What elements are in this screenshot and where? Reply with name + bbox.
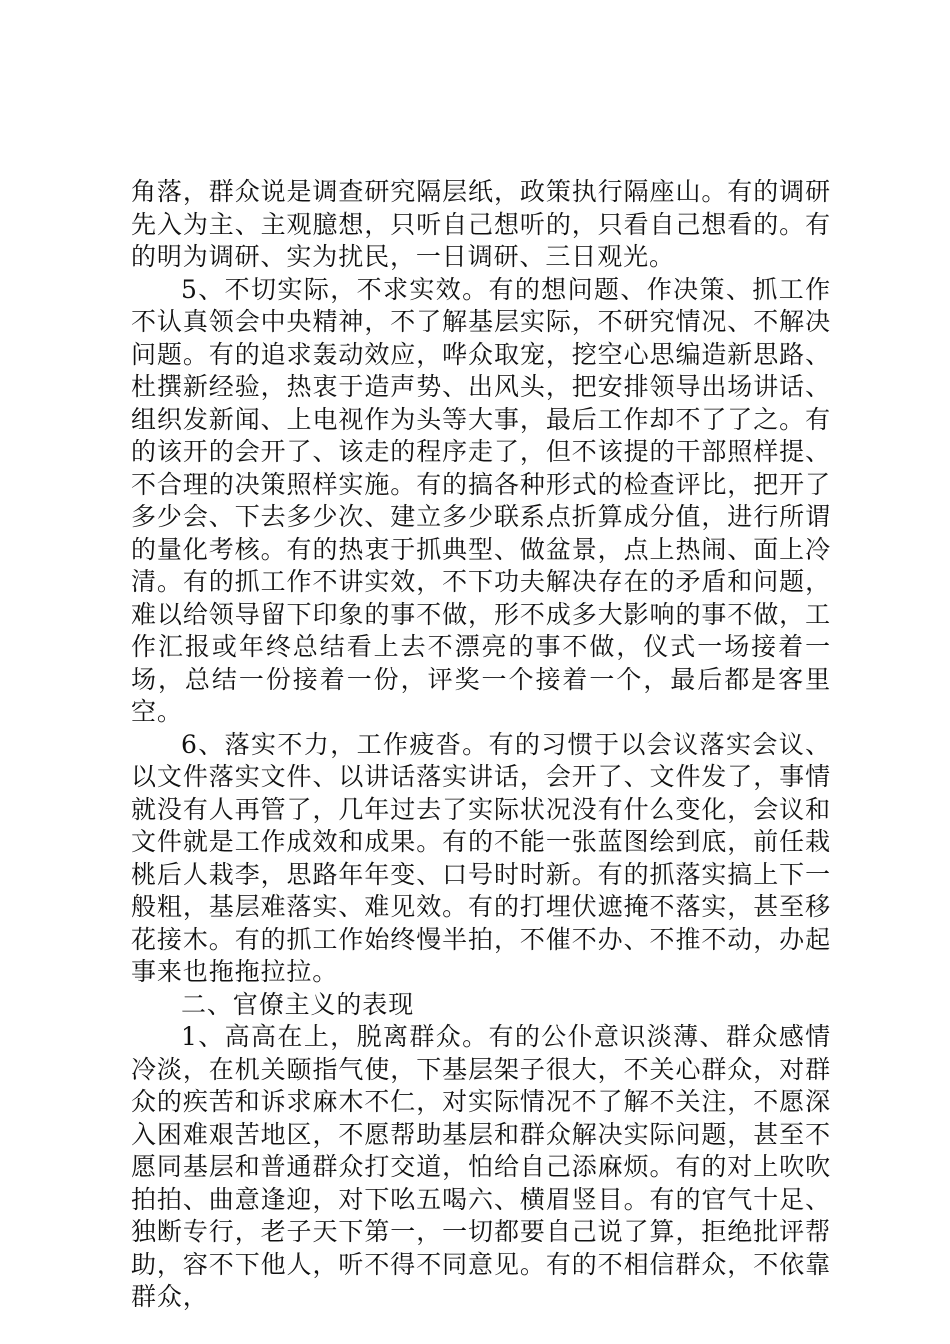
document-body — [131, 176, 831, 1314]
paragraph-point-6: 6、落实不力，工作疲沓。有的习惯于以会议落实会议、以文件落实文件、以讲话落实讲话，会开了、文件发了，事情就没有人再管了，几年过去了实际状况没有什么变化，会议和文件就是工作成效和成果。有的不能一张蓝图绘到底，前任栽桃后人栽李，思路年年变、口号时时新。有的抓落实搞上下一般粗，基层难落实、难见效。有的打埋伏遮掩不落实，甚至移花接木。有的抓工作始终慢半拍，不催不办、不推不动，办起事来也拖拖拉拉。 — [131, 729, 831, 986]
paragraph-point-5: 5、不切实际，不求实效。有的想问题、作决策、抓工作不认真领会中央精神，不了解基层实际，不研究情况、不解决问题。有的追求轰动效应，哗众取宠，挖空心思编造新思路、杜撰新经验，热衷于造声势、出风头，把安排领导出场讲话、组织发新闻、上电视作为头等大事，最后工作却不了了之。有的该开的会开了、该走的程序走了，但不该提的干部照样提、不合理的决策照样实施。有的搞各种形式的检查评比，把开了多少会、下去多少次、建立多少联系点折算成分值，进行所谓的量化考核。有的热衷于抓典型、做盆景，点上热闹、面上冷清。有的抓工作不讲实效，不下功夫解决存在的矛盾和问题，难以给领导留下印象的事不做，形不成多大影响的事不做，工作汇报或年终总结看上去不漂亮的事不做，仪式一场接着一场，总结一份接着一份，评奖一个接着一个，最后都是客里空。 — [131, 274, 831, 726]
section-heading-bureaucratism: 二、官僚主义的表现 — [181, 989, 415, 1019]
paragraph-bureaucratism-point-1: 1、高高在上，脱离群众。有的公仆意识淡薄、群众感情冷淡，在机关颐指气使，下基层架子很大，不关心群众，对群众的疾苦和诉求麻木不仁，对实际情况不了解不关注，不愿深入困难艰苦地区，不愿帮助基层和群众解决实际问题，甚至不愿同基层和普通群众打交道，怕给自己添麻烦。有的对上吹吹拍拍、曲意逢迎，对下吆五喝六、横眉竖目。有的官气十足、独断专行，老子天下第一，一切都要自己说了算，拒绝批评帮助，容不下他人，听不得不同意见。有的不相信群众，不依靠群众， — [131, 1022, 831, 1311]
paragraph-continuation: 角落，群众说是调查研究隔层纸，政策执行隔座山。有的调研先入为主、主观臆想，只听自己想听的，只看自己想看的。有的明为调研、实为扰民，一日调研、三日观光。 — [131, 177, 831, 271]
